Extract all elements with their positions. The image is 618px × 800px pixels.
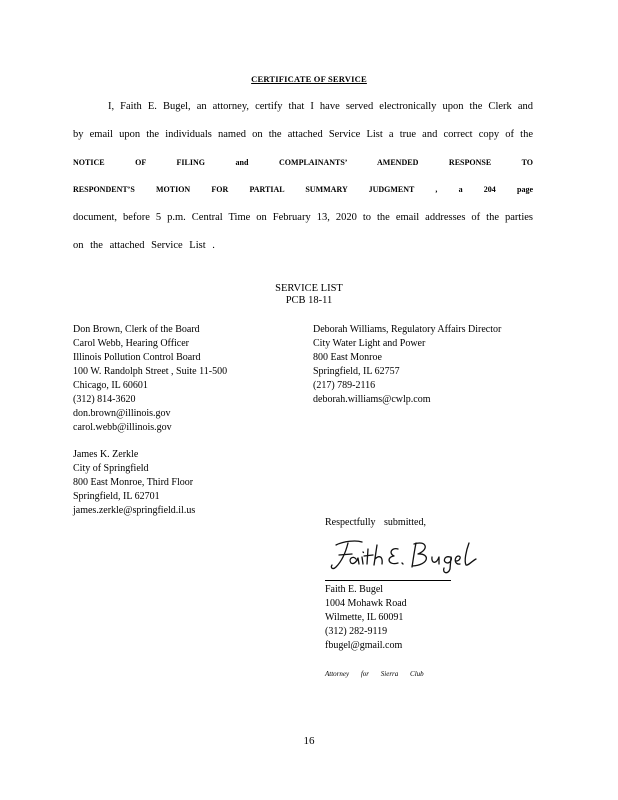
email-line: james.zerkle@springfield.il.us (73, 505, 196, 516)
address-line: Springfield, IL 62757 (313, 366, 400, 377)
address-line: (217) 789-2116 (313, 380, 376, 391)
body-line: document, before 5 p.m. Central Time on February 13, 2020 to the email addresses of the parties (73, 212, 533, 223)
email-line: don.brown@illinois.gov (73, 408, 171, 419)
address-line: (312) 814-3620 (73, 394, 136, 405)
page-number: 16 (303, 735, 315, 747)
address-line: 100 W. Randolph Street , Suite 11-500 (73, 366, 228, 377)
address-line: 1004 Mohawk Road (325, 598, 407, 609)
recipient-block-board (73, 323, 227, 435)
address-line: James K. Zerkle (73, 449, 139, 460)
address-line: Wilmette, IL 60091 (325, 612, 404, 623)
address-line: Deborah Williams, Regulatory Affairs Director (313, 324, 502, 335)
address-line: (312) 282-9119 (325, 626, 388, 637)
signer-name: Faith E. Bugel (325, 584, 384, 595)
address-line: City Water Light and Power (313, 338, 426, 349)
body-line: by email upon the individuals named on the attached Service List a true and correct copy of the (73, 129, 533, 140)
service-list-title: SERVICE LIST (275, 283, 343, 294)
recipient-block-cwlp (313, 323, 501, 407)
address-line: Chicago, IL 60601 (73, 380, 148, 391)
recipient-block-springfield (73, 448, 195, 518)
closing-text: Respectfully submitted, (325, 517, 426, 528)
address-line: Illinois Pollution Control Board (73, 352, 201, 363)
service-list-docket: PCB 18-11 (285, 295, 333, 306)
email-line: fbugel@gmail.com (325, 640, 403, 651)
address-line: Carol Webb, Hearing Officer (73, 338, 190, 349)
address-line: Don Brown, Clerk of the Board (73, 324, 200, 335)
signature-line (325, 580, 451, 581)
address-line: City of Springfield (73, 463, 149, 474)
address-line: 800 East Monroe (313, 352, 382, 363)
body-line: NOTICE OF FILING and COMPLAINANTS’ AMENDED RESPONSE TO (73, 158, 533, 167)
attorney-for: Attorney for Sierra Club (325, 670, 424, 678)
body-line: I, Faith E. Bugel, an attorney, certify that I have served electronically upon the Clerk and (108, 101, 533, 112)
address-line: 800 East Monroe, Third Floor (73, 477, 194, 488)
body-line: RESPONDENT’S MOTION FOR PARTIAL SUMMARY JUDGMENT , a 204 page (73, 185, 533, 194)
email-line: carol.webb@illinois.gov (73, 422, 172, 433)
address-line: Springfield, IL 62701 (73, 491, 160, 502)
signer-block (325, 583, 407, 653)
signature-image (326, 535, 486, 577)
email-line: deborah.williams@cwlp.com (313, 394, 431, 405)
certificate-title: CERTIFICATE OF SERVICE (251, 74, 367, 84)
body-line: on the attached Service List . (73, 240, 215, 251)
